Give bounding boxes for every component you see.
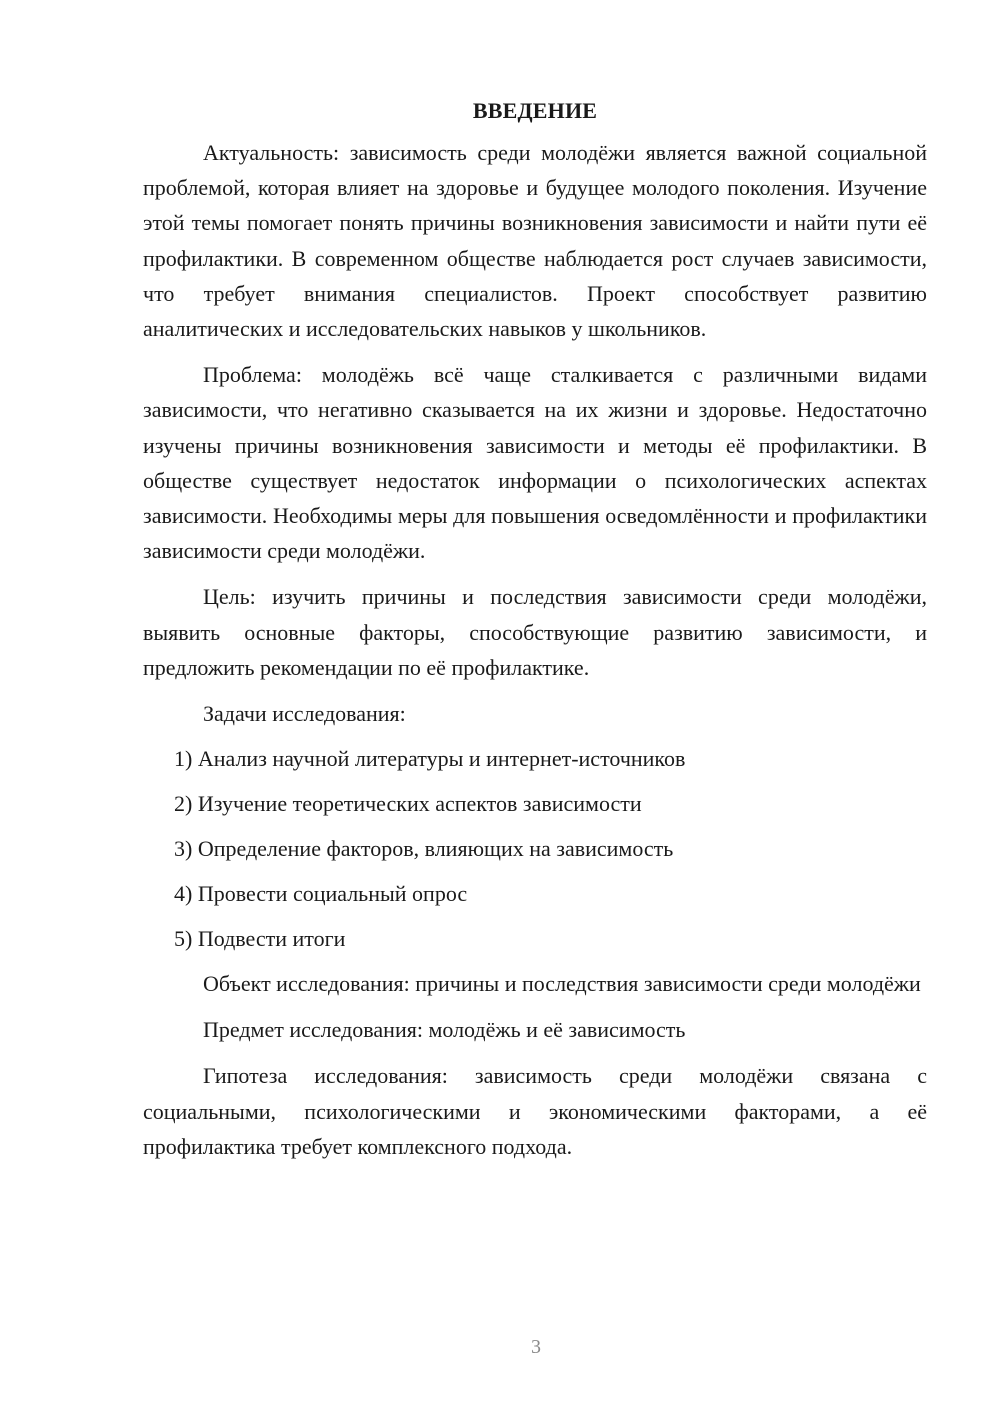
task-item-3: 3) Определение факторов, влияющих на зависимость [174,836,674,862]
subject-paragraph: Предмет исследования: молодёжь и её зависимость [203,1017,686,1043]
task-item-2: 2) Изучение теоретических аспектов зависимости [174,791,642,817]
task-item-1: 1) Анализ научной литературы и интернет-источников [174,746,686,772]
hypothesis-paragraph: Гипотеза исследования: зависимость среди молодёжи связана с социальными, психологическими и экономическими факторами, а её профилактика требует комплексного подхода. [143,1063,927,1159]
section-title: ВВЕДЕНИЕ [472,98,598,123]
tasks-heading: Задачи исследования: [203,701,406,727]
task-item-4: 4) Провести социальный опрос [174,881,468,907]
problem-paragraph: Проблема: молодёжь всё чаще сталкивается с различными видами зависимости, что негативно сказывается на их жизни и здоровье. Недостаточно изучены причины возникновения зависимости и методы её профилактики. В обществе существует недостаток информации о психологических аспектах зависимости. Необходимы меры для повышения осведомлённости и профилактики зависимости среди молодёжи. [143,362,927,564]
goal-paragraph: Цель: изучить причины и последствия зависимости среди молодёжи, выявить основные факторы, способствующие развитию зависимости, и предложить рекомендации по её профилактике. [143,584,927,680]
page-number: 3 [531,1336,541,1358]
task-item-5: 5) Подвести итоги [174,926,346,952]
page-content [143,96,927,1175]
relevance-paragraph: Актуальность: зависимость среди молодёжи является важной социальной проблемой, которая влияет на здоровье и будущее молодого поколения. Изучение этой темы помогает понять причины возникновения зависимости и найти пути её профилактики. В современном обществе наблюдается рост случаев зависимости, что требует внимания специалистов. Проект способствует развитию аналитических и исследовательских навыков у школьников. [143,140,927,342]
object-paragraph: Объект исследования: причины и последствия зависимости среди молодёжи [203,971,921,997]
